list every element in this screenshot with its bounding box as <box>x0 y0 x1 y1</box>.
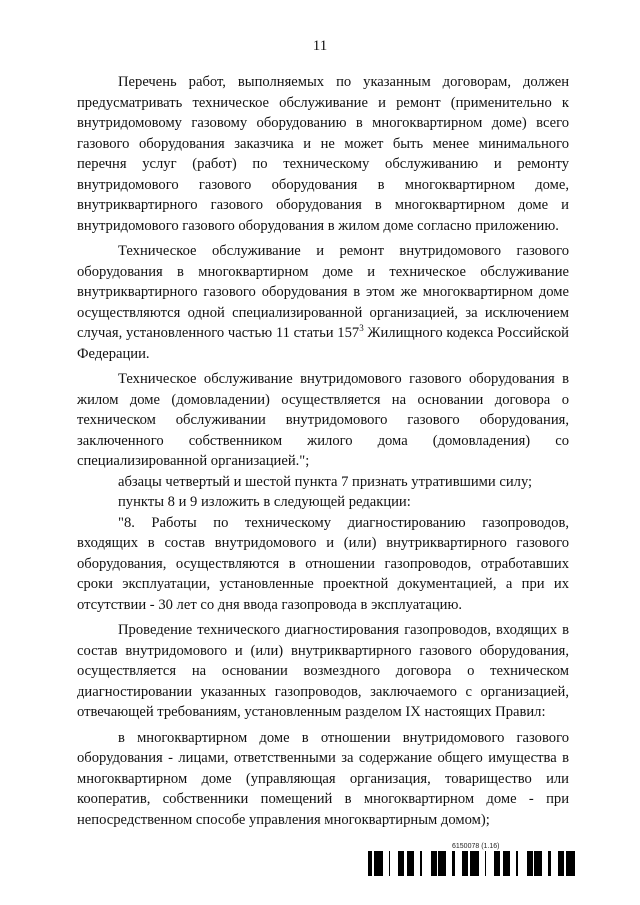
paragraph-7: Проведение технического диагностирования газопроводов, входящих в состав внутридомового и (или) внутриквартирного газового оборудования, осуществляется на основании возмездного договора о техническом диагностировании указанных газопроводов, заключаемого с организацией, отвечающей требованиям, установленным разделом IX настоящих Правил: <box>77 622 569 720</box>
paragraph-2-tail: Жилищного кодекса Российской Федерации. <box>77 325 569 362</box>
paragraph-4: абзацы четвертый и шестой пункта 7 признать утратившими силу; <box>118 473 533 490</box>
paragraph-3: Техническое обслуживание внутридомового газового оборудования в жилом доме (домовладении) осуществляется на основании договора о техническом обслуживании внутридомового газового оборудования, заключенного собственником жилого дома (домовладения) со специализированной организацией."; <box>77 371 569 469</box>
paragraph-1: Перечень работ, выполняемых по указанным договорам, должен предусматривать техническое обслуживание и ремонт (применительно к внутридомовому газовому оборудованию в многоквартирном доме) всего газового оборудования заказчика и не может быть менее минимального перечня услуг (работ) по техническому обслуживанию и ремонту внутридомового газового оборудования в многоквартирном доме, внутриквартирного газового оборудования в многоквартирном доме и внутридомового газового оборудования в жилом доме согласно приложению. <box>77 74 569 234</box>
document-body <box>77 72 569 830</box>
paragraph-2-text: Техническое обслуживание и ремонт внутридомового газового оборудования в многоквартирном доме и техническое обслуживание внутриквартирного газового оборудования в этом же многоквартирном доме осуществляются одной специализированной организацией, за исключением случая, установленного частью 11 статьи 157 <box>77 243 569 341</box>
paragraph-5: пункты 8 и 9 изложить в следующей редакции: <box>118 494 411 510</box>
page-number: 11 <box>312 38 328 54</box>
paragraph-8: в многоквартирном доме в отношении внутридомового газового оборудования - лицами, ответственными за содержание общего имущества в многоквартирном доме (управляющая организация, товарищество или кооператив, собственники помещений в многоквартирном доме - при непосредственном способе управления многоквартирным домом); <box>77 729 569 828</box>
document-code: 6150078 (1.16) <box>452 843 500 850</box>
paragraph-2-superscript: 3 <box>359 323 364 334</box>
paragraph-6: "8. Работы по техническому диагностированию газопроводов, входящих в состав внутридомового и (или) внутриквартирного газового оборудования, осуществляются в отношении газопроводов, отработавших сроки эксплуатации, установленные проектной документацией, а при их отсутствии - 30 лет со дня ввода газопровода в эксплуатацию. <box>77 514 569 613</box>
barcode-icon <box>368 851 579 876</box>
paragraph-2 <box>77 241 569 364</box>
